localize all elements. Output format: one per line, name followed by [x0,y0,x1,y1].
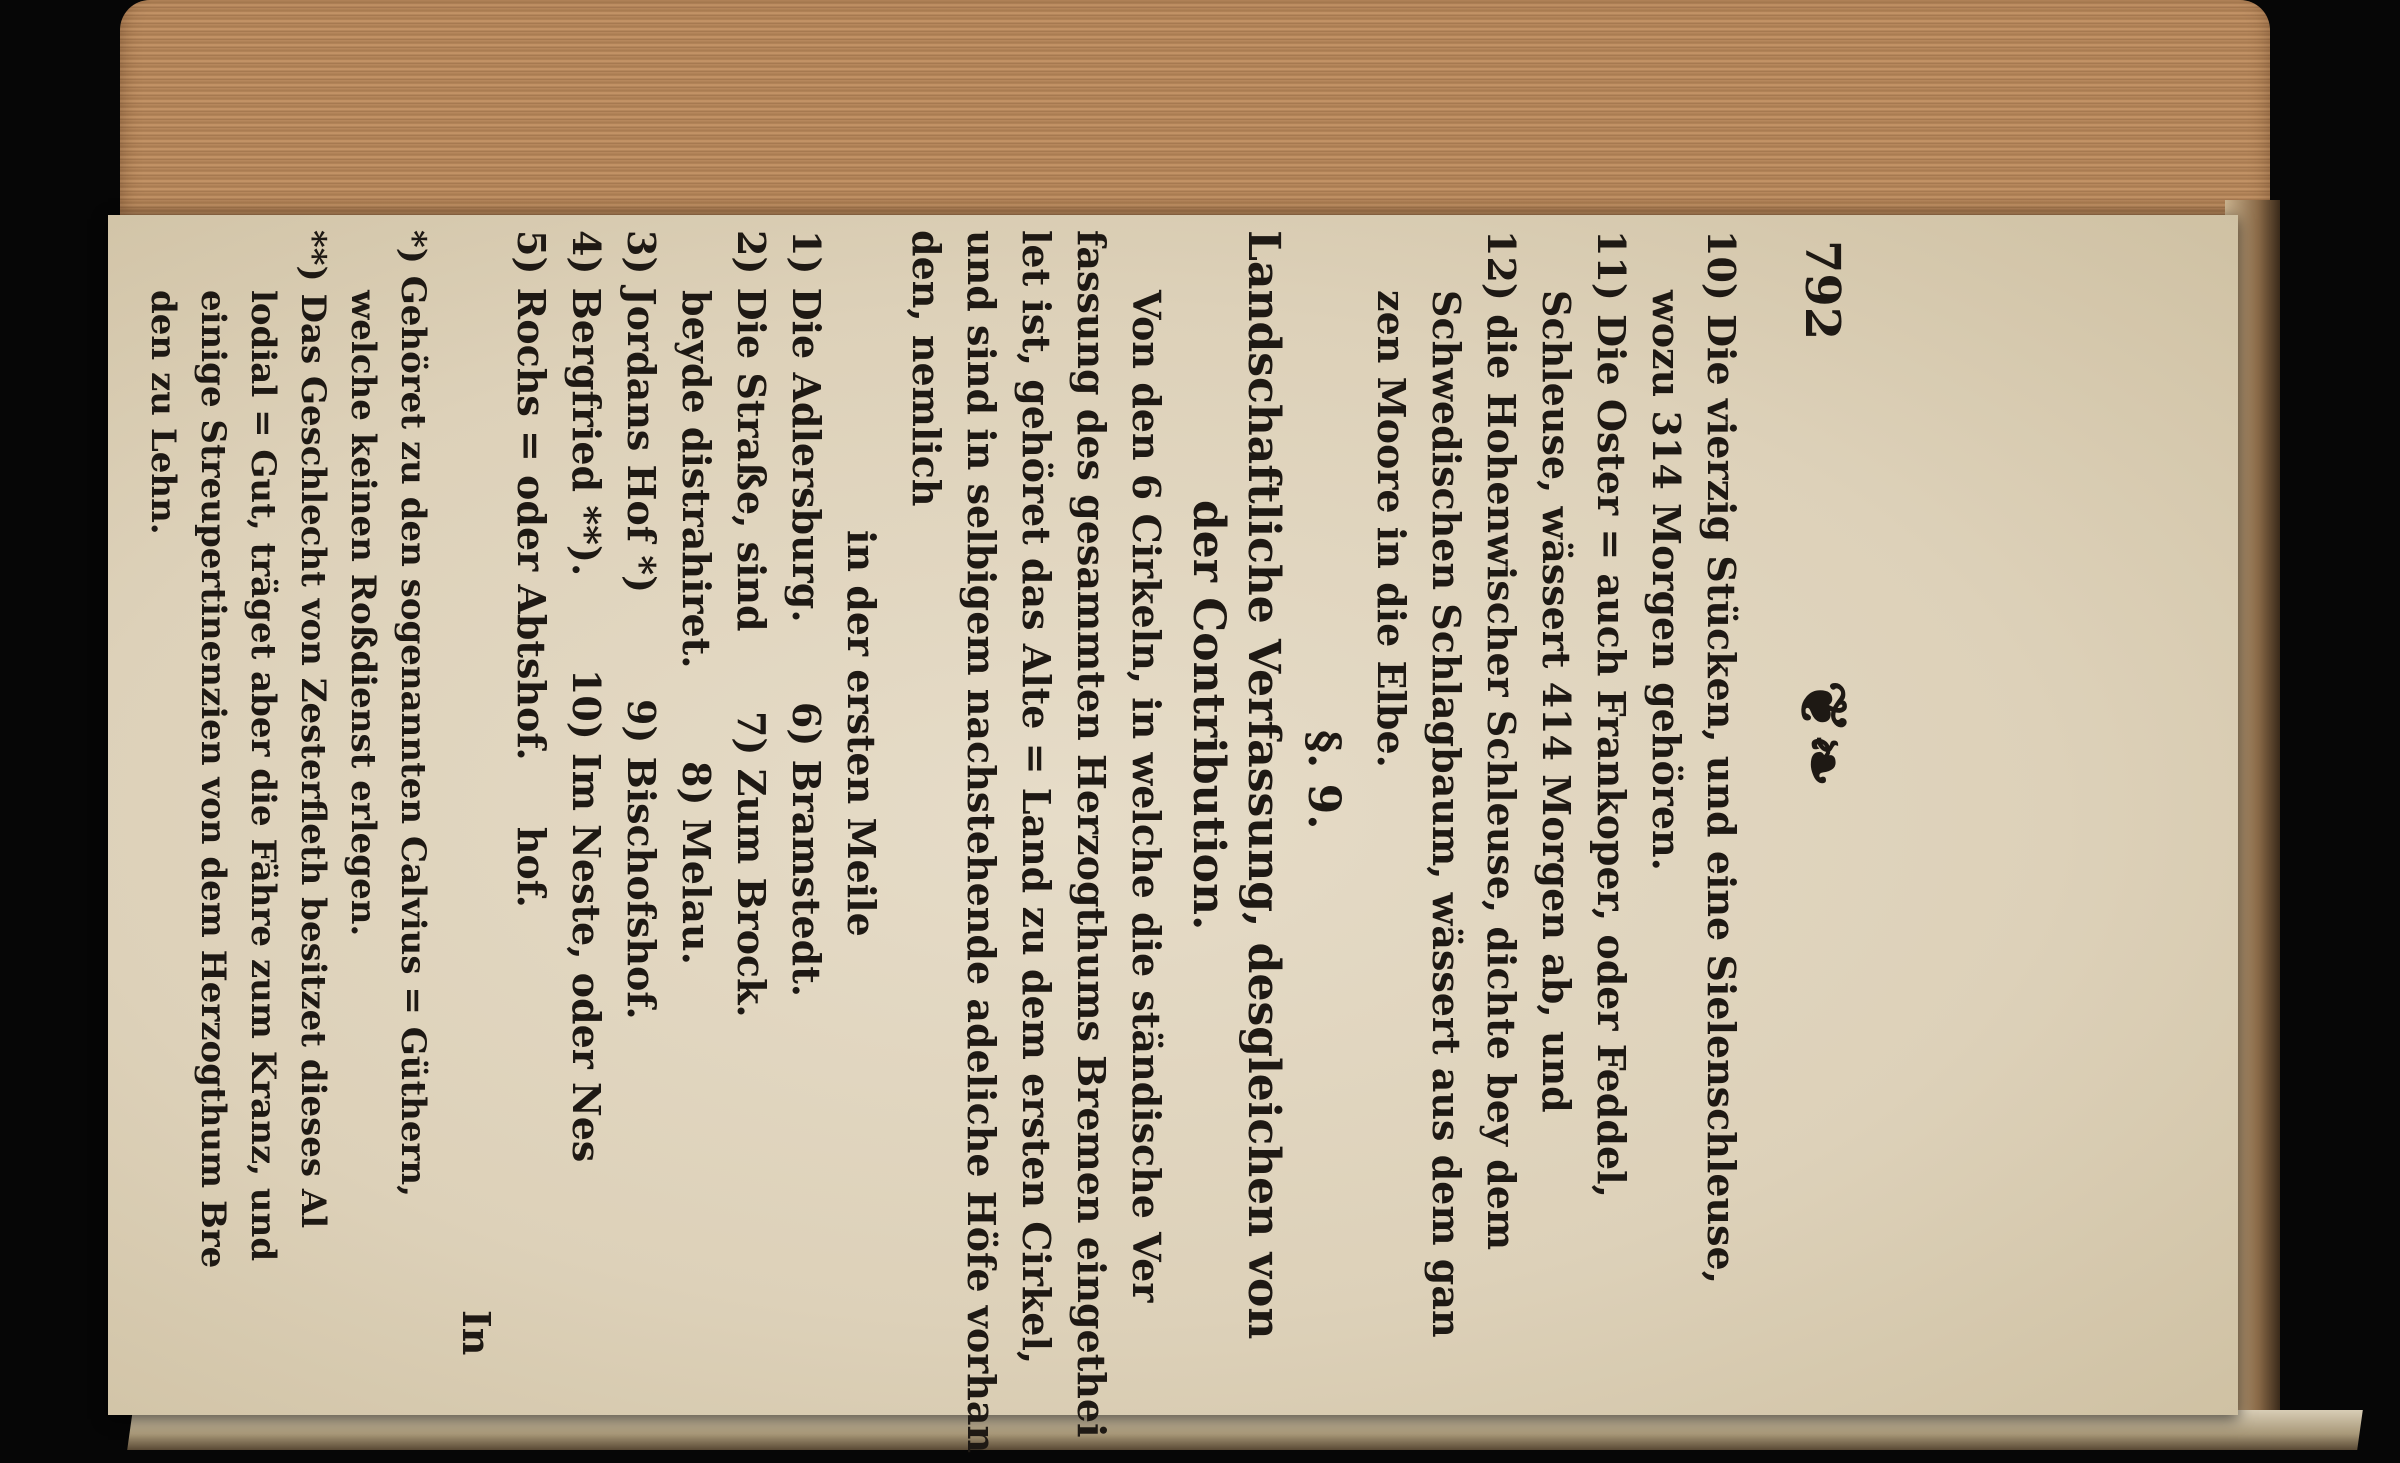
text-line: wozu 314 Morgen gehören. [1644,290,1689,871]
footnote-line: den zu Lehn. [143,290,183,535]
catchword: In [454,1310,499,1356]
text-line: 11) Die Oster = auch Frankoper, oder Feddel, [1589,230,1634,1198]
text-line: Schleuse, wässert 414 Morgen ab, und [1534,290,1579,1113]
footnote-line: lodial = Gut, träget aber die Fähre zum Kranz, und [243,290,283,1262]
page-edges-top [120,0,2270,225]
list-row: 3) Jordans Hof *) 9) Bischofshof. [619,230,664,1020]
footnote-line: welche keinen Roßdienst erlegen. [343,290,383,937]
text-line: den, nemlich [904,230,949,507]
section-number: §. 9. [1298,730,1349,830]
page-text-rotated [0,230,1890,1454]
text-line: fassung des gesammten Herzogthums Bremen eingethei [1069,230,1114,1438]
list-row: 5) Rochs = oder Abtshof. hof. [509,230,554,908]
list-row: 1) Die Adlersburg. 6) Bramstedt. [784,230,829,998]
text-line: zen Moore in die Elbe. [1369,290,1414,768]
page-number: 792 [1794,240,1850,341]
text-line: let ist, gehöret das Alte = Land zu dem ersten Cirkel, [1014,230,1059,1365]
section-title: der Contribution. [1183,500,1234,931]
page-edges-bottom [127,1410,2363,1450]
list-row: beyde distrahiret. 8) Melau. [674,290,719,965]
text-line: Von den 6 Cirkeln, in welche die ständische Ver [1124,290,1169,1303]
section-title: Landschaftliche Verfassung, desgleichen von [1238,230,1289,1340]
text-line: und sind in selbigem nachstehende adeliche Höfe vorhan [959,230,1004,1454]
text-line: Schwedischen Schlagbaum, wässert aus dem gan [1424,290,1469,1338]
text-line: 12) die Hohenwischer Schleuse, dichte bey dem [1479,230,1524,1251]
footnote-line: einige Streupertinenzien von dem Herzogthum Bre [193,290,233,1269]
footnote-line: *) Gehöret zu den sogenannten Calvius = Güthern, [393,230,433,1197]
footnote-line: **) Das Geschlecht von Zesterfleth besitzet dieses Al [293,230,333,1229]
ornament-icon: ❦❧ [1785,680,1860,788]
list-row: 4) Bergfried **). 10) Im Neste, oder Nes [564,230,609,1163]
list-row: 2) Die Straße, sind 7) Zum Brock. [729,230,774,1018]
subheading: in der ersten Meile [839,530,884,937]
text-line: 10) Die vierzig Stücken, und eine Sielenschleuse, [1699,230,1744,1284]
